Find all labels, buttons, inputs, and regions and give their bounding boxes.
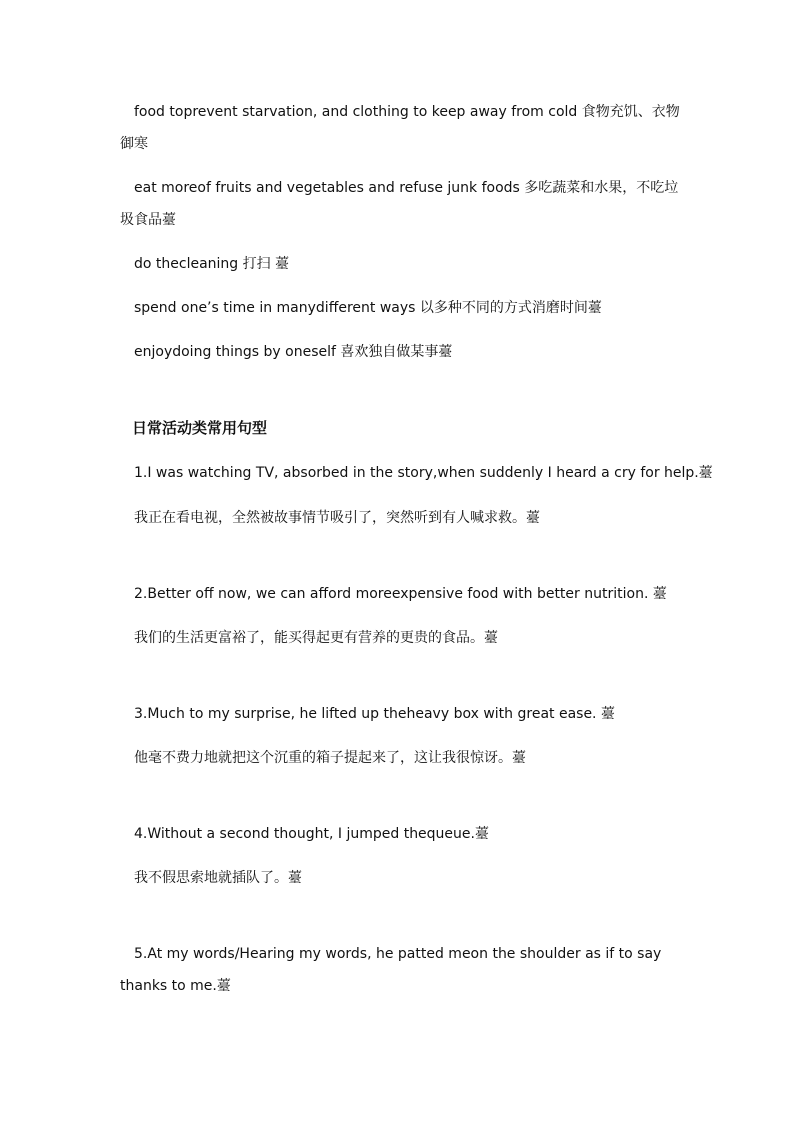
sentence-1-en: 1.I was watching TV, absorbed in the story,when suddenly I heard a cry for help.薹 — [134, 465, 713, 481]
phrase-1: food toprevent starvation, and clothing to keep away from cold 食物充饥、衣物御寒 — [120, 104, 680, 152]
phrase-2: eat moreof fruits and vegetables and refuse junk foods 多吃蔬菜和水果，不吃垃圾食品薹 — [120, 180, 679, 228]
sentence-2-en: 2.Better off now, we can afford moreexpensive food with better nutrition. 薹 — [134, 586, 667, 602]
phrase-4: spend one’s time in manydifferent ways 以多种不同的方式消磨时间薹 — [134, 300, 602, 316]
sentence-4-en: 4.Without a second thought, I jumped thequeue.薹 — [134, 826, 489, 842]
sentence-2-zh: 我们的生活更富裕了，能买得起更有营养的更贵的食品。薹 — [134, 630, 498, 646]
sentence-5-en: 5.At my words/Hearing my words, he patted meon the shoulder as if to say thanks to me.薹 — [120, 946, 662, 994]
sentence-3-en: 3.Much to my surprise, he lifted up theheavy box with great ease. 薹 — [134, 706, 615, 722]
phrase-3: do thecleaning 打扫 薹 — [134, 256, 290, 272]
sentence-1-zh: 我正在看电视，全然被故事情节吸引了，突然听到有人喊求救。薹 — [134, 510, 540, 526]
phrase-5: enjoydoing things by oneself 喜欢独自做某事薹 — [134, 344, 453, 360]
sentence-3-zh: 他毫不费力地就把这个沉重的箱子提起来了，这让我很惊讶。薹 — [134, 750, 526, 766]
sentence-4-zh: 我不假思索地就插队了。薹 — [134, 870, 302, 886]
section-heading: 日常活动类常用句型 — [132, 419, 268, 437]
